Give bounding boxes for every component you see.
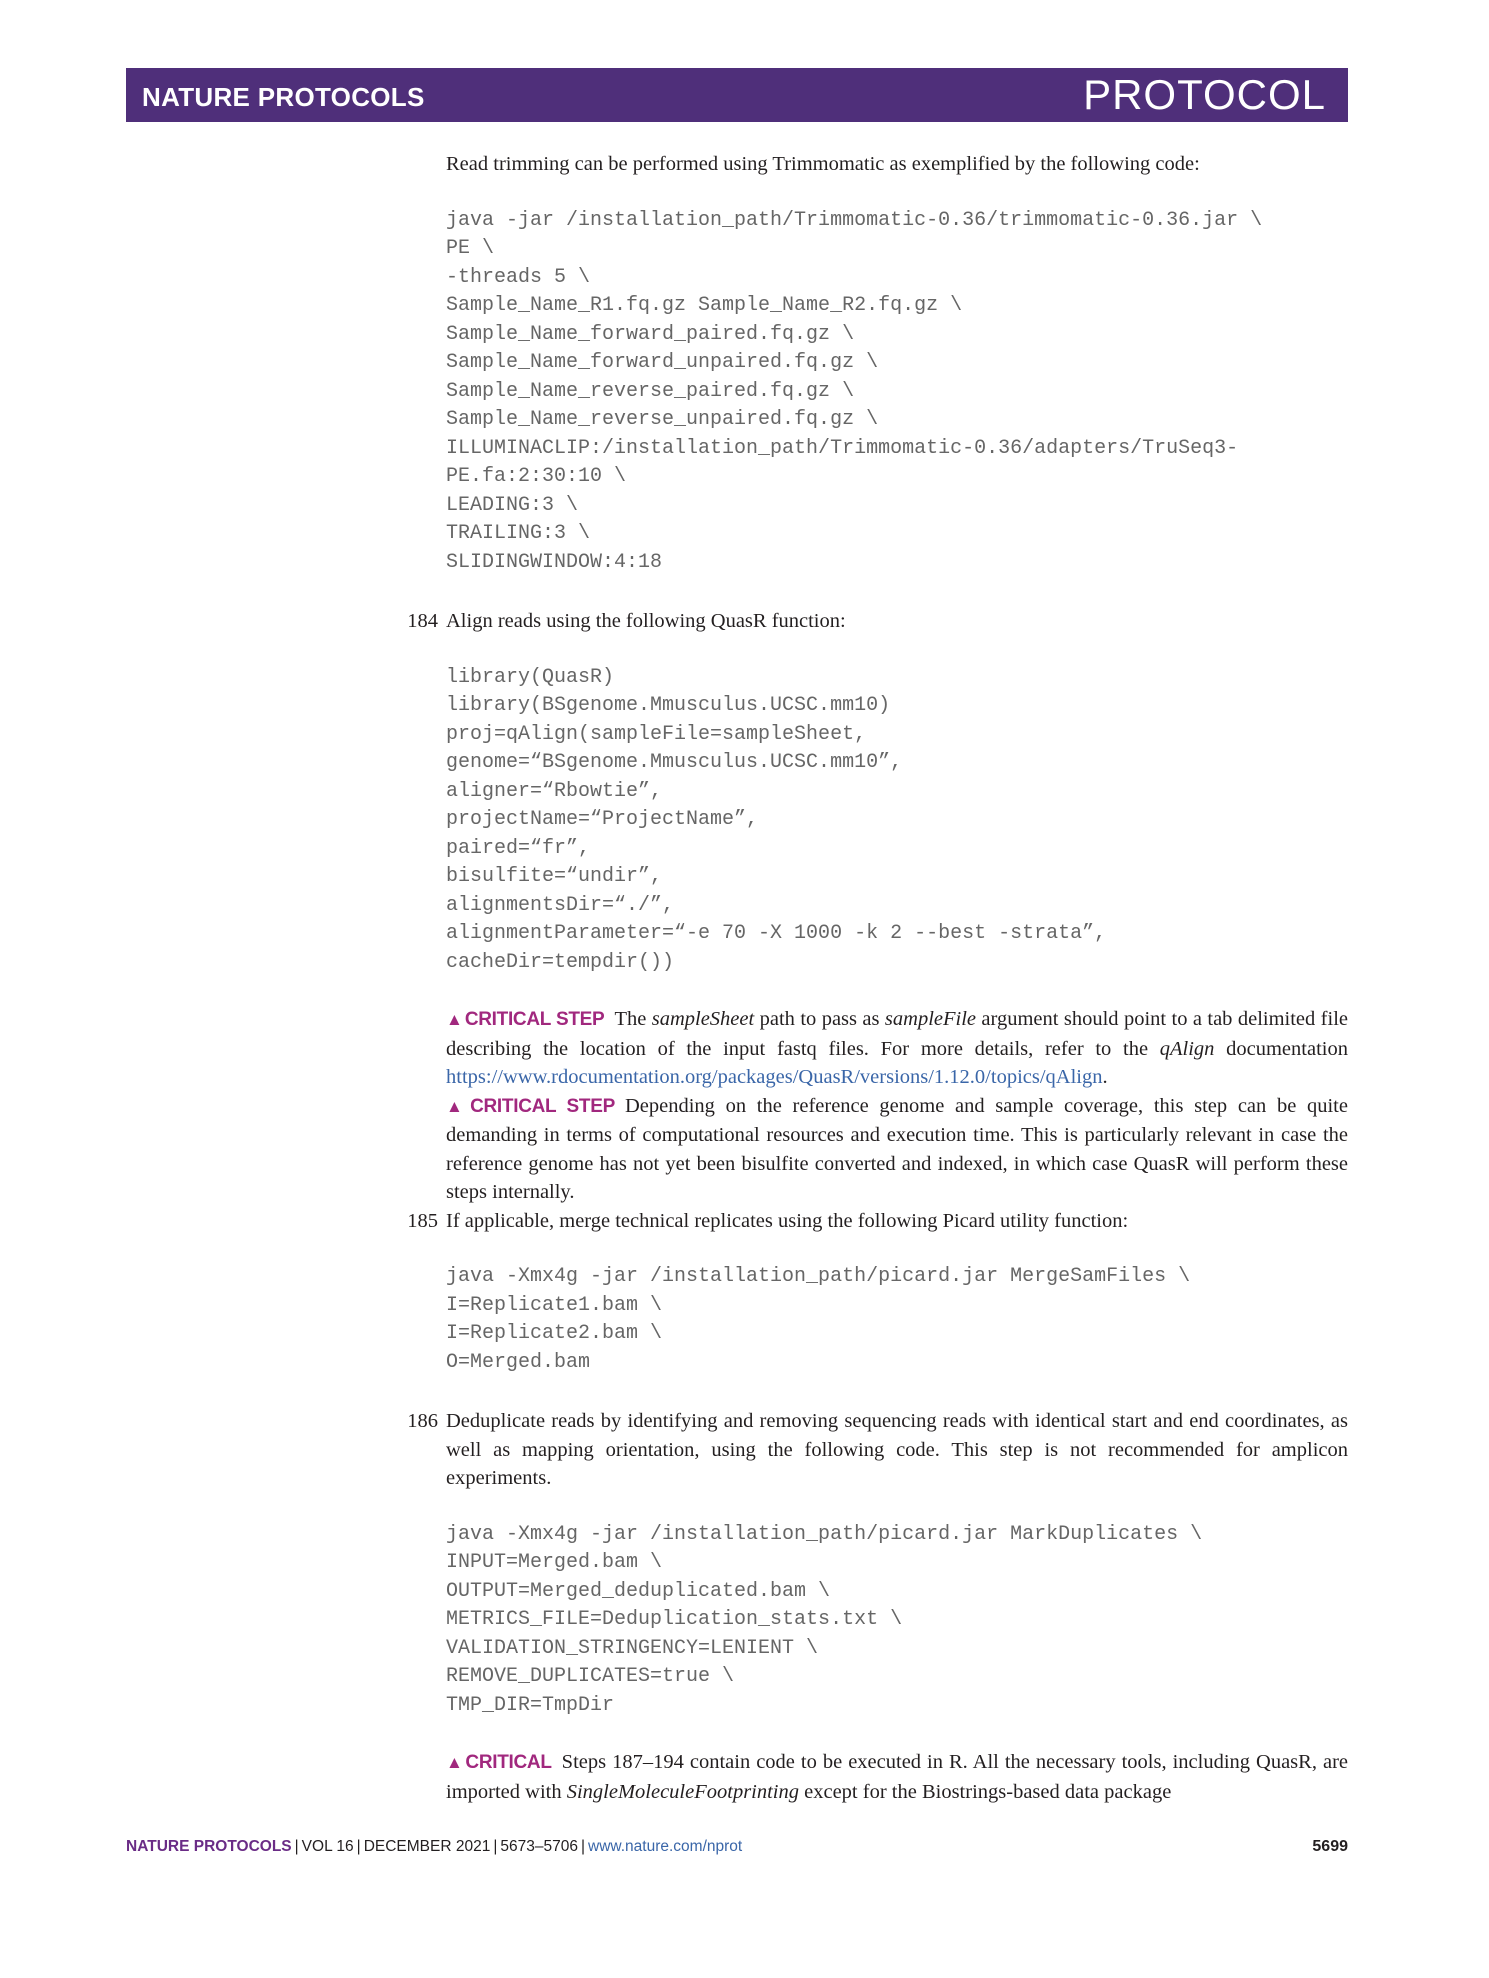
critical-step-note-2: ▲ CRITICAL STEP Depending on the reference genome and sample coverage, this step can be quite demanding in terms of computational resources and execution time. This is particularly relevant in case the reference genome has not yet been bisulfite converted and indexed, in which case QuasR will perform these steps internally. [446, 1094, 1348, 1203]
footer-volume: VOL 16 [301, 1838, 354, 1855]
critical-note-3: ▲ CRITICAL Steps 187–194 contain code to be executed in R. All the necessary tools, including QuasR, are imported with SingleMoleculeFootprinting except for the Biostrings-based data package [446, 1751, 1348, 1803]
critical-label: ▲ CRITICAL [446, 1752, 552, 1773]
triangle-up-icon: ▲ [446, 1096, 469, 1116]
header-bar [126, 68, 1348, 122]
step-186 [407, 1407, 1348, 1493]
step-text: Align reads using the following QuasR function: [446, 610, 846, 632]
step-number: 185 [407, 1209, 438, 1232]
critical-step-label: ▲ CRITICAL STEP [446, 1095, 615, 1117]
page-footer: NATURE PROTOCOLS | VOL 16 | DECEMBER 2021 | 5673–5706 | www.nature.com/nprot 5699 [126, 1838, 1348, 1855]
triangle-up-icon: ▲ [446, 1010, 463, 1029]
step-text: If applicable, merge technical replicates using the following Picard utility function: [446, 1209, 1129, 1232]
code-block-dedup: java -Xmx4g -jar /installation_path/picard.jar MarkDuplicates \ INPUT=Merged.bam \ OUTPUT=Merged_deduplicated.bam \ METRICS_FILE=Deduplication_stats.txt \ VALIDATION_STRINGENCY=LENIENT \ REMOVE_DUPLICATES=true \ TMP_DIR=TmpDir [446, 1522, 1203, 1717]
main-content [407, 150, 1348, 1806]
step-185 [407, 1207, 1348, 1236]
footer-pages: 5673–5706 [500, 1838, 578, 1855]
code-block-qalign: library(QuasR) library(BSgenome.Mmusculus.UCSC.mm10) proj=qAlign(sampleFile=sampleSheet, genome=“BSgenome.Mmusculus.UCSC.mm10”, aligner=“Rbowtie”, projectName=“ProjectName”, paired=“fr”, bisulfite=“undir”, alignmentsDir=“./”, alignmentParameter=“-e 70 -X 1000 -k 2 --best -strata”, cacheDir=tempdir()) [446, 665, 1107, 974]
triangle-up-icon: ▲ [446, 1753, 464, 1772]
step-number: 186 [407, 1410, 438, 1432]
critical-step-label: ▲ CRITICAL STEP [446, 1009, 605, 1030]
footer-date: DECEMBER 2021 [363, 1838, 491, 1855]
step-number: 184 [407, 610, 438, 632]
step-text: Deduplicate reads by identifying and removing sequencing reads with identical start and end coordinates, as well as mapping orientation, using the following code. This step is not recommended for amplicon experiments. [446, 1410, 1348, 1489]
code-block-trimmomatic: java -jar /installation_path/Trimmomatic-0.36/trimmomatic-0.36.jar \ PE \ -threads 5 \ Sample_Name_R1.fq.gz Sample_Name_R2.fq.gz \ Sample_Name_forward_paired.fq.gz \ Sample_Name_forward_unpaired.fq.gz \ Sample_Name_reverse_paired.fq.gz \ Sample_Name_reverse_unpaired.fq.gz \ ILLUMINACLIP:/installation_path/Trimmomatic-0.36/adapters/TruSeq3- PE.fa:2:30:10 \ LEADING:3 \ TRAILING:3 \ SLIDINGWINDOW:4:18 [446, 208, 1263, 574]
footer-journal: NATURE PROTOCOLS [126, 1838, 292, 1855]
code-block-merge: java -Xmx4g -jar /installation_path/picard.jar MergeSamFiles \ I=Replicate1.bam \ I=Replicate2.bam \ O=Merged.bam [446, 1265, 1191, 1374]
footer-url-link[interactable]: www.nature.com/nprot [588, 1838, 743, 1855]
qalign-documentation-link[interactable]: https://www.rdocumentation.org/packages/QuasR/versions/1.12.0/topics/qAlign [446, 1066, 1103, 1088]
article-type: PROTOCOL [1083, 71, 1326, 118]
step-184 [407, 607, 1348, 636]
critical-step-note-1: ▲ CRITICAL STEP The sampleSheet path to pass as sampleFile argument should point to a tab delimited file describing the location of the input fastq files. For more details, refer to the qAlign documentation https://www.rdocumentation.org/packages/QuasR/versions/1.12.0/topics/qAlign. [446, 1008, 1348, 1088]
intro-text: Read trimming can be performed using Trimmomatic as exemplified by the following code: [446, 153, 1200, 175]
journal-name: NATURE PROTOCOLS [142, 82, 425, 112]
page-number: 5699 [1312, 1838, 1348, 1855]
